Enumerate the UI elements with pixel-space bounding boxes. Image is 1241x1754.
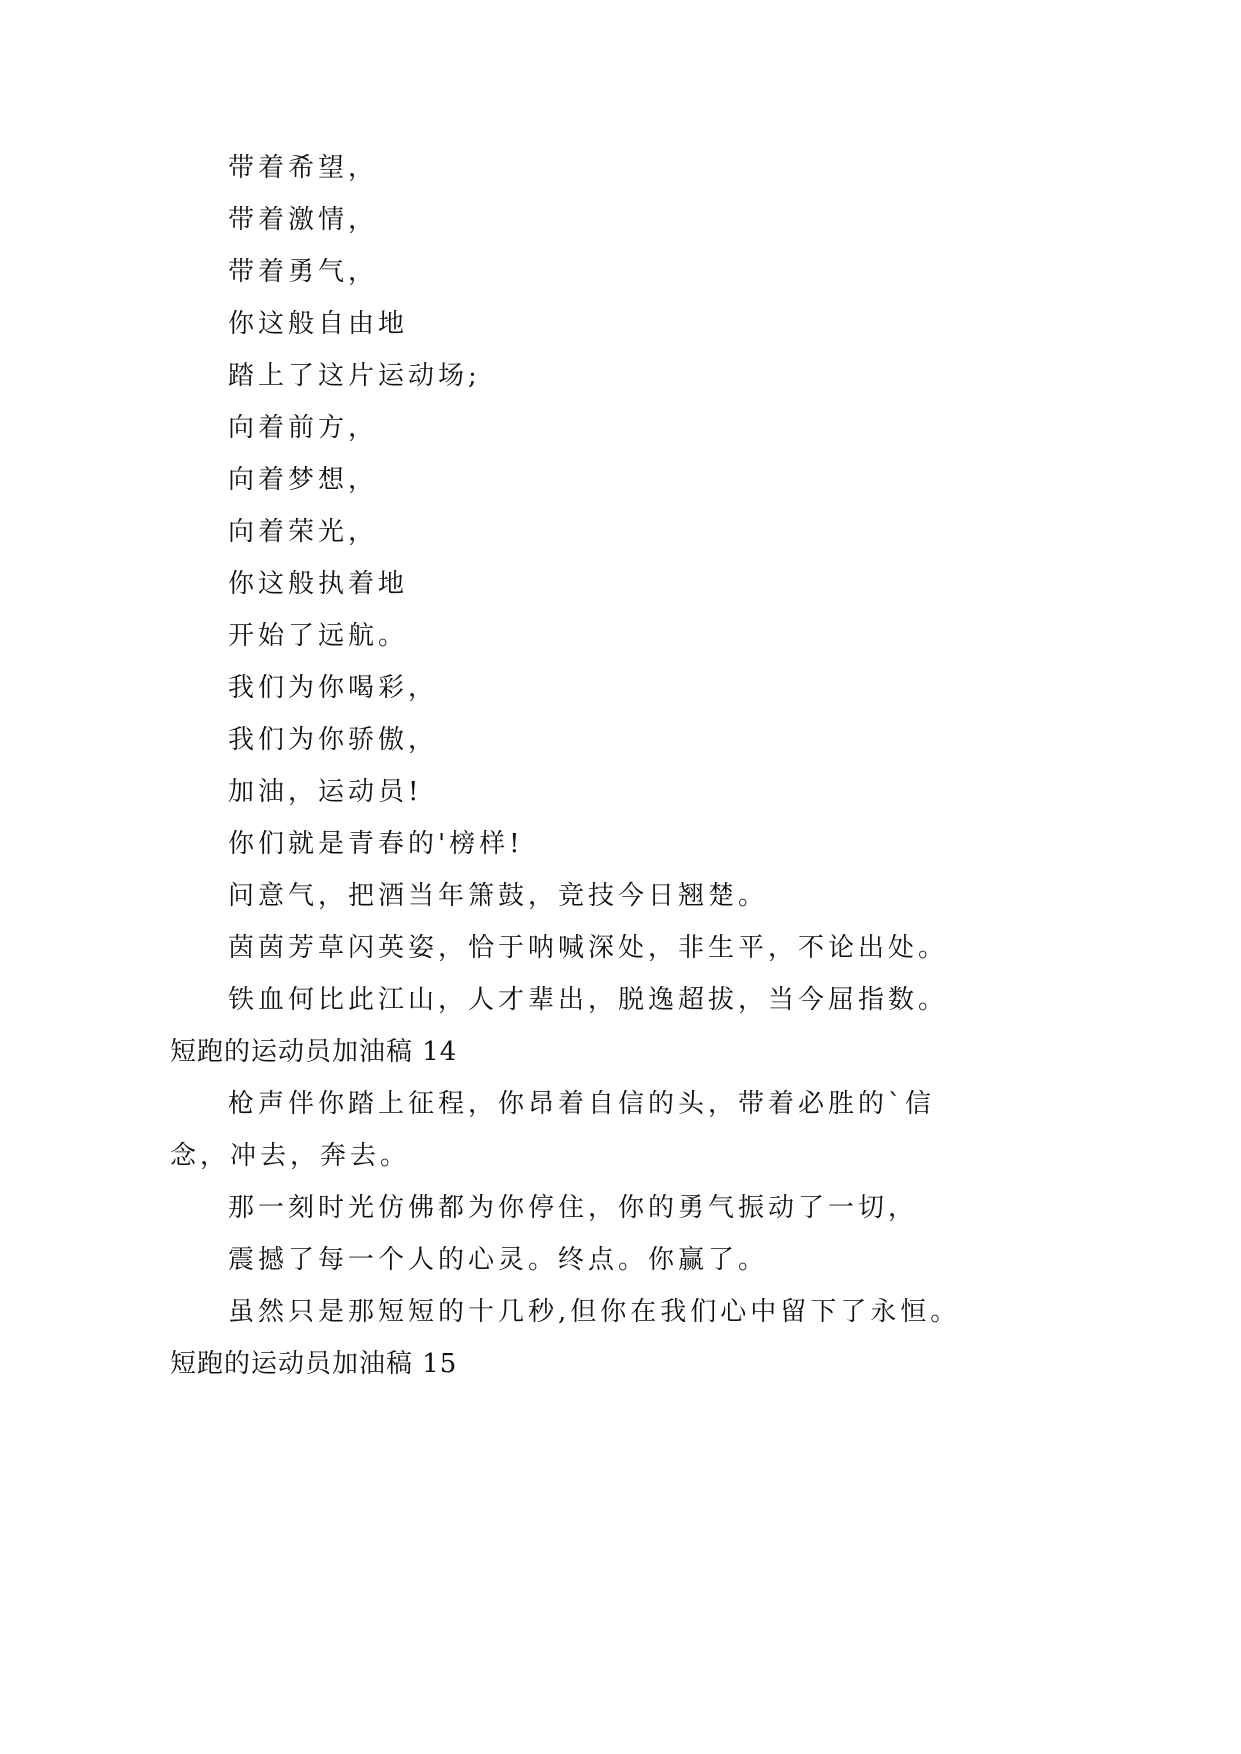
poem-line: 你们就是青春的'榜样!: [228, 829, 524, 859]
poem-line: 向着梦想，: [228, 465, 379, 495]
poem-line: 带着勇气，: [228, 257, 379, 287]
section-heading: 短跑的运动员加油稿 14: [170, 1037, 458, 1067]
paragraph-line: 虽然只是那短短的十几秒,但你在我们心中留下了永恒。: [228, 1297, 961, 1327]
poem-line: 茵茵芳草闪英姿，恰于呐喊深处，非生平，不论出处。: [228, 933, 949, 963]
poem-line: 我们为你喝彩，: [228, 673, 439, 703]
poem-line: 向着荣光，: [228, 517, 379, 547]
poem-line: 带着希望，: [228, 153, 379, 183]
poem-line: 铁血何比此江山，人才辈出，脱逸超拔，当今屈指数。: [228, 985, 949, 1015]
paragraph-line: 那一刻时光仿佛都为你停住，你的勇气振动了一切，: [228, 1193, 919, 1223]
poem-line: 你这般执着地: [228, 569, 409, 599]
paragraph-line: 震撼了每一个人的心灵。终点。你赢了。: [228, 1245, 769, 1275]
document-body: [0, 142, 1102, 1390]
poem-line: 向着前方，: [228, 413, 379, 443]
poem-line: 踏上了这片运动场;: [228, 361, 481, 391]
paragraph-line: 念，冲去，奔去。: [170, 1141, 411, 1171]
poem-line: 我们为你骄傲，: [228, 725, 439, 755]
poem-line: 带着激情，: [228, 205, 379, 235]
poem-line: 开始了远航。: [228, 621, 409, 651]
paragraph-line: 枪声伴你踏上征程，你昂着自信的头，带着必胜的`信: [228, 1089, 936, 1119]
poem-line: 问意气，把酒当年箫鼓，竞技今日翘楚。: [228, 881, 769, 911]
poem-line: 你这般自由地: [228, 309, 409, 339]
poem-line: 加油，运动员!: [228, 777, 423, 807]
section-heading: 短跑的运动员加油稿 15: [170, 1349, 458, 1379]
